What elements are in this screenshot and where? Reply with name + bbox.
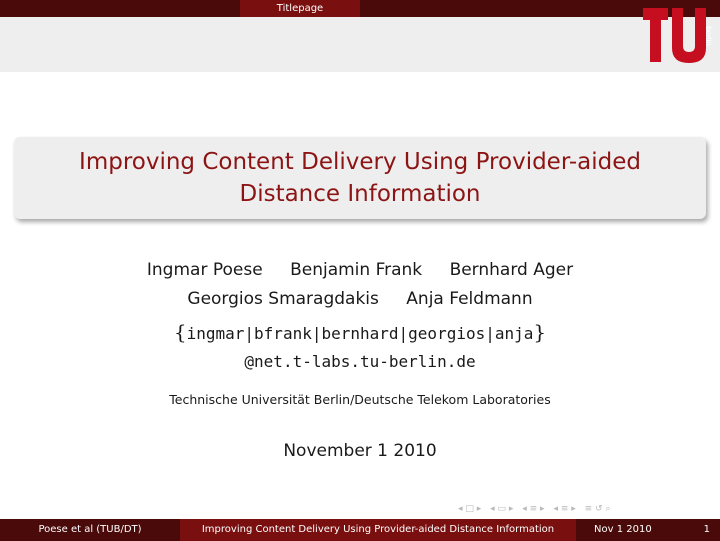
- nav-prev-section-icon[interactable]: ◂ ≡ ▸: [522, 504, 545, 514]
- footer-date: Nov 1 2010: [594, 524, 652, 535]
- author-row-2: [0, 285, 720, 314]
- title-box: [14, 137, 706, 219]
- nav-first-icon[interactable]: ◂ □ ▸: [458, 504, 482, 514]
- author-name: Ingmar Poese: [146, 260, 263, 280]
- svg-text:berlin: berlin: [704, 26, 713, 46]
- tu-berlin-logo: [641, 6, 713, 64]
- author-list: [0, 256, 720, 314]
- top-navigation-bar: [0, 0, 720, 17]
- nav-prev-frame-icon[interactable]: ◂ ▭ ▸: [490, 504, 514, 514]
- institute: Technische Universität Berlin/Deutsche Telekom Laboratories: [169, 392, 551, 407]
- presentation-date: November 1 2010: [283, 441, 437, 461]
- footer-bar: [0, 519, 720, 541]
- email-names-line: [0, 318, 720, 348]
- author-name: Benjamin Frank: [290, 260, 423, 280]
- nav-next-section-icon[interactable]: ◂ ≡ ▸: [553, 504, 576, 514]
- open-brace: {: [173, 320, 187, 344]
- navigation-symbols: [458, 500, 720, 518]
- author-row-1: [0, 256, 720, 285]
- title-line-2: Distance Information: [239, 181, 481, 207]
- author-name: Bernhard Ager: [449, 260, 574, 280]
- email-names: ingmar|bfrank|bernhard|georgios|anja: [186, 324, 534, 343]
- footer-page-number: 1: [703, 524, 710, 535]
- header-band: [0, 17, 720, 72]
- nav-search-icon[interactable]: ≡ ↺ ⌕: [584, 504, 611, 514]
- close-brace: }: [533, 320, 547, 344]
- author-name: Georgios Smaragdakis: [187, 289, 379, 309]
- email-addresses: [0, 318, 720, 376]
- footer-authors: Poese et al (TUB/DT): [0, 519, 180, 541]
- author-name: Anja Feldmann: [406, 289, 533, 309]
- section-tab-titlepage[interactable]: Titlepage: [240, 0, 360, 17]
- footer-title: Improving Content Delivery Using Provider-aided Distance Information: [180, 519, 576, 541]
- footer-date-page: [576, 519, 720, 541]
- title-line-1: Improving Content Delivery Using Provider-aided: [79, 149, 641, 175]
- email-domain: @net.t-labs.tu-berlin.de: [244, 352, 476, 371]
